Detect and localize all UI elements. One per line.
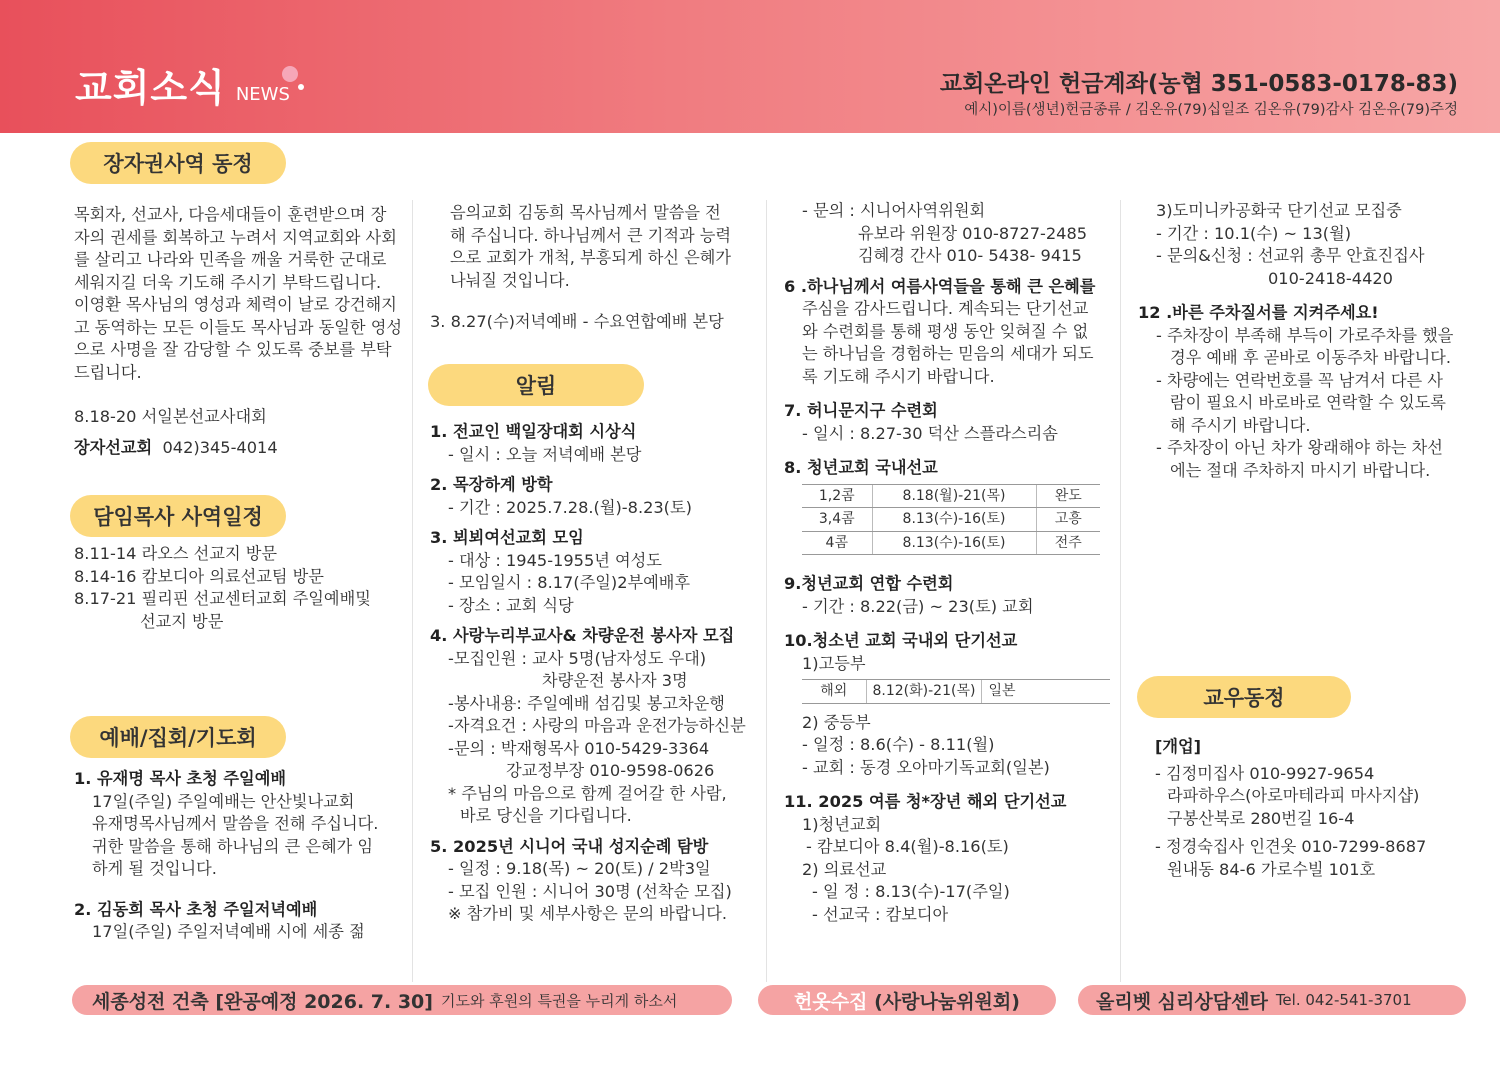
notice-title: 8. 청년교회 국내선교 bbox=[784, 458, 938, 477]
table-cell: 고흥 bbox=[1036, 508, 1100, 532]
table-cell: 일본 bbox=[982, 680, 1110, 704]
notice-line: 2) 중등부 bbox=[802, 712, 871, 732]
notice-line: -모집인원 : 교사 5명(남자성도 우대) bbox=[448, 648, 707, 668]
notice-title: 10.청소년 교회 국내외 단기선교 bbox=[784, 631, 1018, 650]
worship-body-line: 17일(주일) 주일예배는 안산빛나교회 bbox=[92, 791, 355, 811]
notice-line: 주심을 감사드립니다. 계속되는 단기선교 bbox=[802, 299, 1089, 318]
worship-body-line: 유재명목사님께서 말씀을 전해 주십니다. bbox=[92, 814, 379, 833]
notice-title: 12 .바른 주차질서를 지켜주세요! bbox=[1138, 303, 1379, 322]
paragraph-line: 이영환 목사님의 영성과 체력이 날로 강건해지 bbox=[74, 295, 397, 314]
column-divider bbox=[412, 200, 413, 982]
notice-line: - 교회 : 동경 오아마기독교회(일본) bbox=[802, 757, 1050, 777]
notice-line: 바로 당신을 기다립니다. bbox=[460, 806, 632, 825]
schedule-line: 8.17-21 필리핀 선교센터교회 주일예배및 bbox=[74, 589, 371, 608]
table-cell: 8.12(화)-21(목) bbox=[866, 680, 982, 704]
notice-title: 11. 2025 여름 청*장년 해외 단기선교 bbox=[784, 792, 1067, 811]
table-row bbox=[802, 508, 1100, 532]
column-divider bbox=[766, 200, 767, 982]
decor-dot-icon bbox=[282, 66, 298, 82]
notice-line: 3)도미니카공화국 단기선교 모집중 bbox=[1156, 201, 1402, 220]
table-cell: 전주 bbox=[1036, 531, 1100, 555]
notice-line: - 기간 : 2025.7.28.(월)-8.23(토) bbox=[448, 497, 692, 517]
notice-line: 해 주시기 바랍니다. bbox=[1170, 415, 1311, 435]
schedule-line: 8.11-14 라오스 선교지 방문 bbox=[74, 544, 278, 563]
worship-body-line: 음의교회 김동희 목사님께서 말씀을 전 bbox=[450, 203, 721, 222]
table-cell: 4콤 bbox=[802, 531, 872, 555]
column-divider bbox=[1120, 200, 1121, 982]
notice-line: - 캄보디아 8.4(월)-8.16(토) bbox=[806, 837, 1009, 856]
contact-phone: 042)345-4014 bbox=[162, 437, 278, 457]
section-title-members: 교우동정 bbox=[1137, 676, 1351, 718]
worship-body-line: 나눠질 것입니다. bbox=[450, 270, 570, 290]
schedule-line: 8.14-16 캄보디아 의료선교팀 방문 bbox=[74, 566, 324, 586]
worship-item-title: 2. 김동희 목사 초청 주일저녁예배 bbox=[74, 899, 318, 919]
notice-line: 김혜경 간사 010- 5438- 9415 bbox=[858, 246, 1082, 265]
members-subtitle: [개업] bbox=[1155, 737, 1202, 756]
table-cell: 완도 bbox=[1036, 484, 1100, 508]
notice-line: 차량운전 봉사자 3명 bbox=[542, 671, 688, 690]
paragraph-line: 를 살리고 나라와 민족을 깨울 거룩한 군대로 bbox=[74, 250, 387, 269]
notice-line: 010-2418-4420 bbox=[1268, 268, 1393, 288]
notice-line: - 선교국 : 캄보디아 bbox=[812, 904, 949, 924]
notice-line: 유보라 위원장 010-8727-2485 bbox=[858, 223, 1088, 243]
notice-line: 2) 의료선교 bbox=[802, 859, 887, 879]
notice-line: - 일정 : 8.6(수) - 8.11(월) bbox=[802, 735, 995, 754]
table-row bbox=[802, 680, 1110, 704]
notice-title: 2. 목장하계 방학 bbox=[430, 475, 553, 494]
notice-line: - 대상 : 1945-1955년 여성도 bbox=[448, 550, 662, 570]
footer-counseling-main: 올리벳 심리상담센타 bbox=[1096, 990, 1268, 1013]
notice-line: - 주차장이 부족해 부득이 가로주차를 했을 bbox=[1156, 325, 1454, 345]
worship-body-line: 귀한 말씀을 통해 하나님의 큰 은혜가 임 bbox=[92, 836, 374, 856]
footer-counseling bbox=[1078, 985, 1466, 1015]
notice-line: - 문의 : 시니어사역위원회 bbox=[802, 201, 986, 220]
notice-line: 1)청년교회 bbox=[802, 814, 882, 834]
notice-line: - 기간 : 10.1(수) ~ 13(월) bbox=[1156, 223, 1352, 243]
worship-item-3 bbox=[430, 311, 724, 334]
table-row bbox=[802, 484, 1100, 508]
contact-line bbox=[74, 437, 402, 460]
member-line: - 정경숙집사 인견옷 010-7299-8687 bbox=[1155, 837, 1427, 856]
table-cell: 8.18(월)-21(목) bbox=[872, 484, 1036, 508]
notice-title: 4. 사랑누리부교사& 차량운전 봉사자 모집 bbox=[430, 626, 735, 645]
notice-title: 5. 2025년 시니어 국내 성지순례 탐방 bbox=[430, 836, 709, 856]
member-line: 구봉산북로 280번길 16-4 bbox=[1167, 808, 1355, 828]
notice-line: -문의 : 박재형목사 010-5429-3364 bbox=[448, 738, 710, 758]
brand bbox=[75, 66, 290, 110]
notice-line: - 모집 인원 : 시니어 30명 (선착순 모집) bbox=[448, 881, 732, 901]
paragraph-line: 고 동역하는 모든 이들도 목사님과 동일한 영성 bbox=[74, 317, 402, 337]
footer-clothes-light: 헌옷수집 bbox=[794, 990, 868, 1013]
notice-title: 3. 뵈뵈여선교회 모임 bbox=[430, 528, 584, 547]
table-cell: 3,4콤 bbox=[802, 508, 872, 532]
notice-line: -자격요건 : 사랑의 마음과 운전가능하신분 bbox=[448, 716, 746, 735]
event-line: 8.18-20 서일본선교사대회 bbox=[74, 407, 267, 426]
table-cell: 8.13(수)-16(토) bbox=[872, 531, 1036, 555]
notice-line: - 차량에는 연락번호를 꼭 남겨서 다른 사 bbox=[1156, 370, 1443, 390]
account-example: 예시)이름(생년)헌금종류 / 김온유(79)십일조 김온유(79)감사 김온유(79)주정 bbox=[964, 102, 1458, 118]
table-cell: 해외 bbox=[802, 680, 866, 704]
footer-building-sub: 기도와 후원의 특권을 누리게 하소서 bbox=[440, 991, 678, 1010]
notice-section-part1 bbox=[430, 421, 746, 926]
youth-mission-table bbox=[802, 484, 1100, 556]
page-subtitle: NEWS bbox=[235, 84, 290, 105]
notice-line: 와 수련회를 통해 평생 동안 잊혀질 수 없 bbox=[802, 321, 1089, 341]
notice-title: 1. 전교인 백일장대회 시상식 bbox=[430, 422, 637, 441]
section-title-worship: 예배/집회/기도회 bbox=[70, 716, 286, 758]
notice-line: - 기간 : 8.22(금) ~ 23(토) 교회 bbox=[802, 596, 1034, 616]
schedule-line: 선교지 방문 bbox=[140, 611, 224, 631]
contact-label: 장자선교회 bbox=[74, 437, 153, 457]
notice-line: - 모임일시 : 8.17(주일)2부예배후 bbox=[448, 573, 691, 592]
footer-building bbox=[72, 985, 732, 1015]
paragraph-line: 으로 사명을 잘 감당할 수 있도록 중보를 부탁 bbox=[74, 340, 392, 359]
member-line: - 김정미집사 010-9927-9654 bbox=[1155, 763, 1375, 783]
notice-line: - 장소 : 교회 식당 bbox=[448, 595, 574, 615]
notice-line: - 일시 : 8.27-30 덕산 스플라스리솜 bbox=[802, 423, 1058, 443]
notice-line: -봉사내용: 주일예배 섬김및 봉고차운행 bbox=[448, 693, 725, 713]
account-title: 교회온라인 헌금계좌(농협 351-0583-0178-83) bbox=[939, 71, 1458, 97]
footer-building-main: 세종성전 건축 [완공예정 2026. 7. 30] bbox=[92, 990, 433, 1013]
notice-line: - 문의&신청 : 선교위 총무 안효진집사 bbox=[1156, 246, 1425, 265]
paragraph-line: 목회자, 선교사, 다음세대들이 훈련받으며 장 bbox=[74, 205, 387, 224]
notice-line: 에는 절대 주차하지 마시기 바랍니다. bbox=[1170, 460, 1431, 480]
notice-line: - 주차장이 아닌 차가 왕래해야 하는 차선 bbox=[1156, 438, 1443, 457]
notice-line: 경우 예배 후 곧바로 이동주차 바랍니다. bbox=[1170, 348, 1452, 367]
notice-line: 1)고등부 bbox=[802, 653, 866, 673]
notice-line: 록 기도해 주시기 바랍니다. bbox=[802, 366, 995, 386]
table-cell: 1,2콤 bbox=[802, 484, 872, 508]
paragraph-line: 자의 권세를 회복하고 누려서 지역교회와 사회 bbox=[74, 227, 397, 247]
member-line: 원내동 84-6 가로수빌 101호 bbox=[1167, 859, 1376, 879]
page-title: 교회소식 bbox=[75, 66, 226, 110]
notice-title: 9.청년교회 연합 수련회 bbox=[784, 574, 954, 593]
worship-body-line: 하게 될 것입니다. bbox=[92, 859, 217, 878]
notice-line: 람이 필요시 바로바로 연락할 수 있도록 bbox=[1170, 393, 1446, 412]
highschool-mission-table bbox=[802, 679, 1110, 704]
worship-body-line: 해 주십니다. 하나님께서 큰 기적과 능력 bbox=[450, 225, 732, 245]
footer-clothes bbox=[758, 985, 1056, 1015]
notice-line: * 주님의 마음으로 함께 걸어갈 한 사람, bbox=[448, 783, 727, 803]
worship-section bbox=[74, 768, 378, 944]
notice-line: - 일시 : 오늘 저녁예배 본당 bbox=[448, 444, 642, 464]
section-title-pastor: 담임목사 사역일정 bbox=[70, 495, 286, 537]
notice-section-part3 bbox=[1138, 200, 1453, 482]
table-cell: 8.13(수)-16(토) bbox=[872, 508, 1036, 532]
notice-line: 는 하나님을 경험하는 믿음의 세대가 되도 bbox=[802, 344, 1094, 363]
notice-title: 6 .하나님께서 여름사역들을 통해 큰 은혜를 bbox=[784, 276, 1096, 296]
paragraph-line: 드립니다. bbox=[74, 362, 142, 382]
decor-small-dot-icon bbox=[298, 84, 304, 90]
notice-line: - 일 정 : 8.13(수)-17(주일) bbox=[812, 882, 1010, 901]
header-banner bbox=[0, 0, 1500, 133]
online-account bbox=[940, 70, 1458, 120]
table-row bbox=[802, 531, 1100, 555]
members-section bbox=[1155, 736, 1426, 881]
section-title-jangja: 장자권사역 동정 bbox=[70, 142, 286, 184]
worship-body-line: 으로 교회가 개척, 부흥되게 하신 은혜가 bbox=[450, 248, 732, 267]
section-title-notice: 알림 bbox=[428, 364, 644, 406]
paragraph-line: 세워지길 더욱 기도해 주시기 부탁드립니다. bbox=[74, 272, 382, 292]
notice-line: ※ 참가비 및 세부사항은 문의 바랍니다. bbox=[448, 904, 727, 923]
footer-counseling-phone: Tel. 042-541-3701 bbox=[1275, 991, 1412, 1009]
member-line: 라파하우스(아로마테라피 마사지샵) bbox=[1167, 786, 1420, 805]
worship-continued bbox=[450, 202, 731, 292]
footer-clothes-main: (사랑나눔위원회) bbox=[874, 990, 1020, 1013]
notice-section-part2 bbox=[784, 200, 1110, 926]
notice-title: 7. 허니문지구 수련회 bbox=[784, 401, 938, 420]
worship-body-line: 17일(주일) 주일저녁예배 시에 세종 젊 bbox=[92, 922, 365, 941]
worship-item-3-line: 3. 8.27(수)저녁예배 - 수요연합예배 본당 bbox=[430, 312, 724, 331]
jangja-section bbox=[74, 204, 402, 459]
pastor-section bbox=[74, 543, 371, 633]
notice-line: 강교정부장 010-9598-0626 bbox=[506, 761, 715, 780]
worship-item-title: 1. 유재명 목사 초청 주일예배 bbox=[74, 769, 286, 788]
notice-line: - 일정 : 9.18(목) ~ 20(토) / 2박3일 bbox=[448, 859, 711, 878]
